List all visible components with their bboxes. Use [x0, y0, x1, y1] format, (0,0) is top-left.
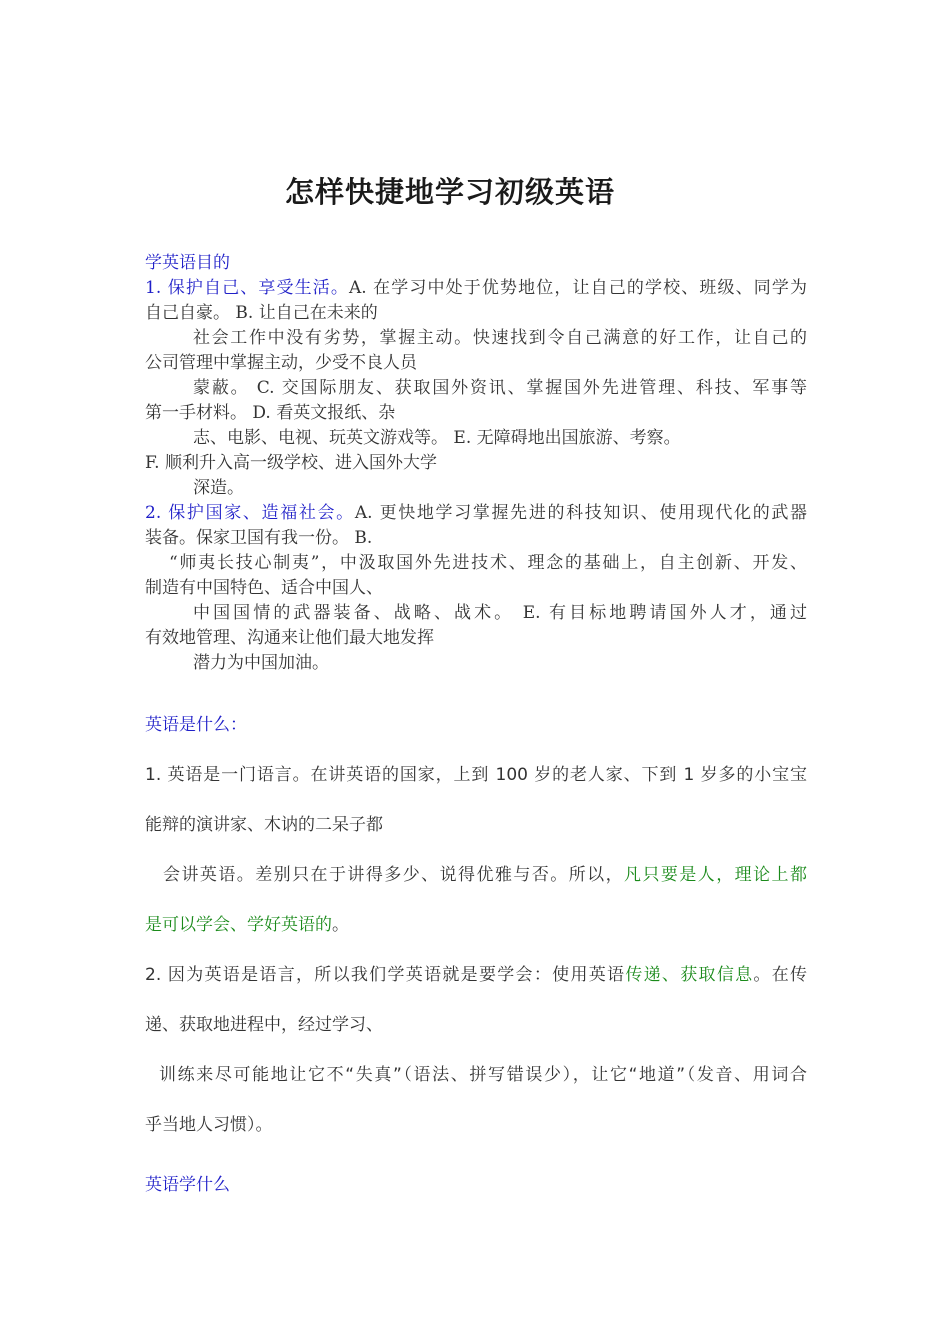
- paragraph-line: [145, 913, 807, 938]
- paragraph-line: 制造有中国特色、适合中国人、: [145, 578, 383, 598]
- section-heading-what-is-english: 英语是什么：: [145, 715, 247, 735]
- line-text: 2. 因为英语是语言，所以我们学英语就是要学会：使用英语: [145, 965, 626, 985]
- paragraph-line: 训练来尽可能地让它不“失真”（语法、拼写错误少），让它“地道”（发音、用词合: [159, 1065, 807, 1085]
- line-text: 。: [332, 915, 349, 935]
- paragraph-line: 第一手材料。 D. 看英文报纸、杂: [145, 403, 396, 423]
- paragraph-line: “师夷长技心制夷”，中汲取国外先进技术、理念的基础上，自主创新、开发、: [169, 553, 807, 573]
- paragraph-line: 自己自豪。 B. 让自己在未来的: [145, 303, 378, 323]
- paragraph-line: 公司管理中掌握主动，少受不良人员: [145, 353, 417, 373]
- paragraph-line: 中国国情的武器装备、战略、战术。 E. 有目标地聘请国外人才，通过: [193, 603, 807, 623]
- highlight-text: 凡只要是人，理论上都: [624, 865, 808, 885]
- line-text: 。在传: [753, 965, 808, 985]
- paragraph-line: 志、电影、电视、玩英文游戏等。 E. 无障碍地出国旅游、考察。: [193, 428, 681, 448]
- paragraph-line: 蒙蔽。 C. 交国际朋友、获取国外资讯、掌握国外先进管理、科技、军事等: [193, 378, 807, 398]
- paragraph-line: 乎当地人习惯）。: [145, 1115, 273, 1135]
- paragraph-line: 装备。保家卫国有我一份。 B.: [145, 528, 373, 548]
- paragraph-line: 1. 英语是一门语言。在讲英语的国家，上到 100 岁的老人家、下到 1 岁多的小宝宝: [145, 765, 807, 785]
- paragraph-line: 社会工作中没有劣势，掌握主动。快速找到令自己满意的好工作，让自己的: [193, 328, 807, 348]
- highlight-text: 传递、获取信息: [625, 965, 754, 985]
- paragraph-line: F. 顺利升入高一级学校、进入国外大学: [145, 453, 437, 473]
- paragraph-line: 深造。: [193, 478, 244, 498]
- line-text: 会讲英语。差别只在于讲得多少、说得优雅与否。所以，: [163, 865, 625, 885]
- highlight-text: 是可以学会、学好英语的: [145, 915, 332, 935]
- subheading-protect-self: 1. 保护自己、享受生活。: [145, 278, 349, 298]
- paragraph-line: [145, 276, 807, 301]
- line-text: A. 更快地学习掌握先进的科技知识、使用现代化的武器: [354, 503, 807, 523]
- page-title: 怎样快捷地学习初级英语: [284, 175, 615, 209]
- paragraph-line: [145, 963, 807, 988]
- line-text: A. 在学习中处于优势地位，让自己的学校、班级、同学为: [348, 278, 807, 298]
- subheading-protect-country: 2. 保护国家、造福社会。: [145, 503, 355, 523]
- paragraph-line: [163, 863, 807, 888]
- paragraph-line: 递、获取地进程中，经过学习、: [145, 1015, 383, 1035]
- paragraph-line: 能辩的演讲家、木讷的二呆子都: [145, 815, 383, 835]
- section-heading-purpose: 学英语目的: [145, 253, 230, 273]
- paragraph-line: [145, 501, 807, 526]
- paragraph-line: 有效地管理、沟通来让他们最大地发挥: [145, 628, 434, 648]
- section-heading-what-to-learn: 英语学什么: [145, 1175, 230, 1195]
- paragraph-line: 潜力为中国加油。: [193, 653, 329, 673]
